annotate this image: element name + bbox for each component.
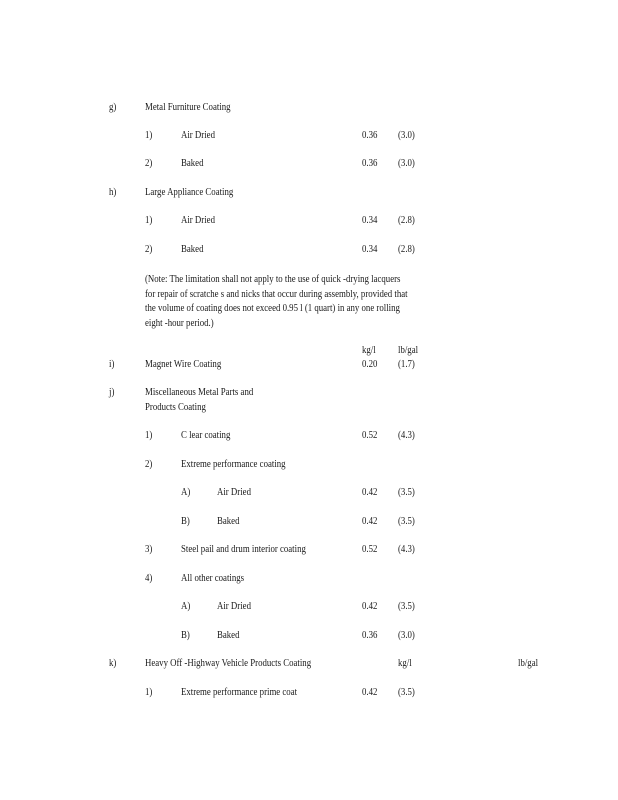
value-kg: 0.36 [362,158,378,169]
item-label: Air Dried [181,215,215,226]
section-title-i: Magnet Wire Coating [145,359,222,370]
section-letter-h: h) [109,187,117,198]
note-line: for repair of scratche s and nicks that occur during assembly, provided that [145,288,408,300]
value-lb: (3.5) [398,601,415,612]
value-kg: 0.36 [362,130,378,141]
item-label: Steel pail and drum interior coating [181,544,306,555]
item-label: Extreme performance prime coat [181,687,298,698]
item-number: 1) [145,430,153,441]
value-kg: 0.52 [362,430,378,441]
item-number: 1) [145,215,153,226]
item-label: C lear coating [181,430,231,441]
note-paragraph [145,273,497,331]
note-line: eight -hour period.) [145,317,214,329]
section-title-h: Large Appliance Coating [145,187,234,198]
item-label: Baked [181,244,204,255]
units-header-lb: lb/gal [518,658,539,669]
note-line: (Note: The limitation shall not apply to the use of quick -drying lacquers [145,274,401,285]
value-lb: (2.8) [398,244,415,255]
sub-item-number: B) [181,630,190,641]
sub-item-label: Air Dried [217,487,251,498]
sub-item-label: Air Dried [217,601,251,612]
units-header-lb: lb/gal [398,345,419,356]
value-lb: (2.8) [398,215,415,226]
item-label: Extreme performance coating [181,459,286,470]
value-kg: 0.42 [362,487,378,498]
section-letter-i: i) [109,359,115,370]
sub-item-number: A) [181,601,191,612]
value-lb: (3.5) [398,487,415,498]
item-number: 1) [145,130,153,141]
value-lb: (3.0) [398,158,415,169]
value-kg: 0.52 [362,544,378,555]
value-lb: (3.5) [398,687,415,698]
sub-item-number: B) [181,516,190,527]
section-letter-g: g) [109,102,117,113]
section-title-k: Heavy Off -Highway Vehicle Products Coating [145,658,312,669]
value-lb: (3.5) [398,516,415,527]
value-lb: (3.0) [398,130,415,141]
value-kg: 0.20 [362,359,378,370]
value-kg: 0.34 [362,215,378,226]
item-number: 3) [145,544,153,555]
section-title-j-line1: Miscellaneous Metal Parts and [145,387,254,398]
note-line: the volume of coating does not exceed 0.95 l (1 quart) in any one rolling [145,303,400,314]
section-letter-k: k) [109,658,117,669]
item-number: 2) [145,158,153,169]
item-label: Baked [181,158,204,169]
value-lb: (4.3) [398,430,415,441]
value-lb: (1.7) [398,359,415,370]
item-number: 2) [145,244,153,255]
item-label: All other coatings [181,573,245,584]
item-number: 2) [145,459,153,470]
item-number: 1) [145,687,153,698]
value-kg: 0.34 [362,244,378,255]
section-title-j-line2: Products Coating [145,402,206,413]
item-label: Air Dried [181,130,215,141]
units-header-kg: kg/l [398,658,412,669]
section-title-g: Metal Furniture Coating [145,102,231,113]
item-number: 4) [145,573,153,584]
units-header-kg: kg/l [362,345,376,356]
sub-item-label: Baked [217,516,240,527]
value-lb: (3.0) [398,630,415,641]
sub-item-label: Baked [217,630,240,641]
value-kg: 0.42 [362,687,378,698]
value-kg: 0.36 [362,630,378,641]
value-kg: 0.42 [362,516,378,527]
value-kg: 0.42 [362,601,378,612]
sub-item-number: A) [181,487,191,498]
section-letter-j: j) [109,387,115,398]
value-lb: (4.3) [398,544,415,555]
